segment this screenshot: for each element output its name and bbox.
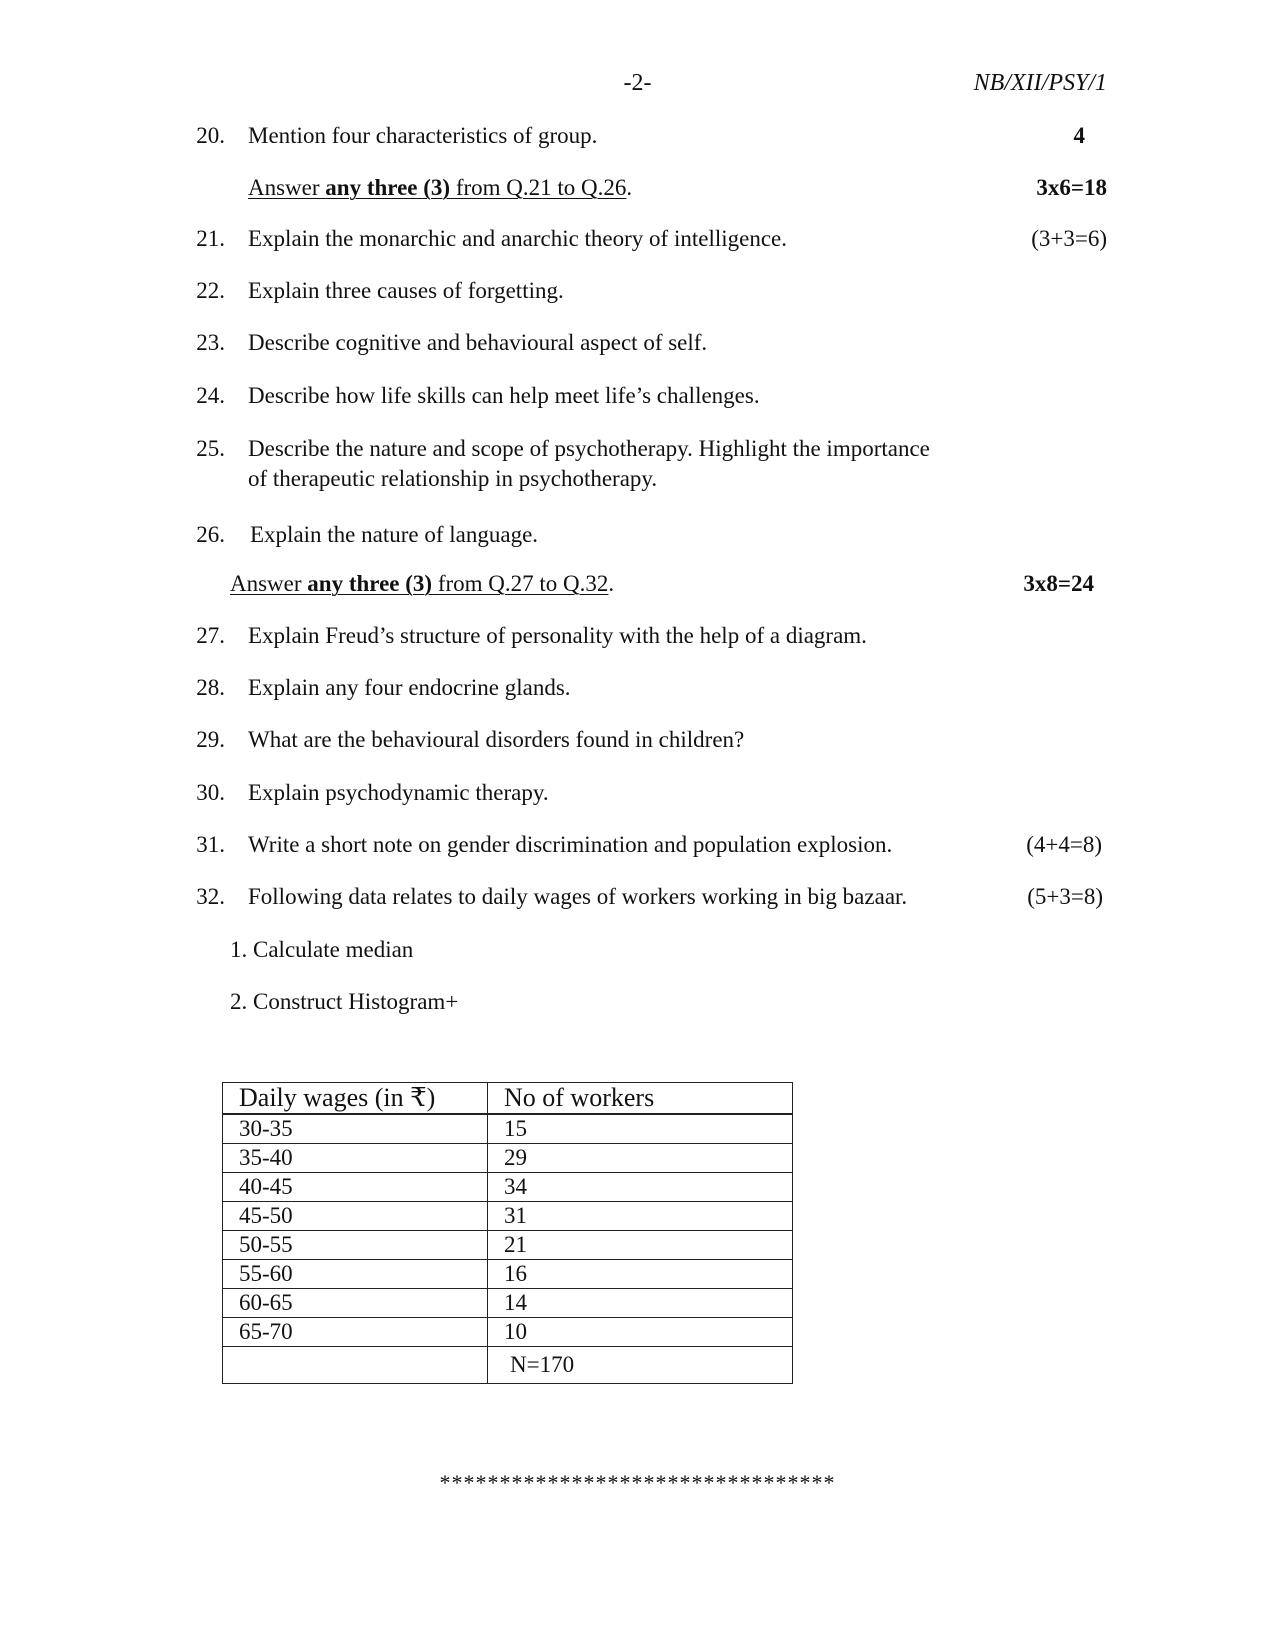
question-text: Explain any four endocrine glands. (248, 675, 571, 700)
question-number: 32. (196, 884, 225, 909)
question-marks: (4+4=8) (1026, 832, 1102, 857)
worker-count-cell: 15 (488, 1114, 793, 1144)
wage-range-cell: 30-35 (223, 1114, 488, 1144)
question-number: 25. (196, 436, 225, 461)
question-number: 23. (196, 330, 225, 355)
question-number: 31. (196, 832, 225, 857)
table-row (223, 1231, 793, 1260)
question-text-line-2: of therapeutic relationship in psychotherapy. (248, 466, 658, 491)
table-row (223, 1114, 793, 1144)
wage-range-cell: 60-65 (223, 1289, 488, 1318)
question-number: 22. (196, 278, 225, 303)
wage-range-cell: 45-50 (223, 1202, 488, 1231)
question-text: Write a short note on gender discrimination and population explosion. (248, 832, 893, 857)
question-number: 20. (196, 123, 225, 148)
table-row (223, 1144, 793, 1173)
total-count-cell: N=170 (488, 1347, 793, 1384)
instruction-text: Answer any three (3) from Q.21 to Q.26. (248, 175, 633, 200)
instruction-text: Answer any three (3) from Q.27 to Q.32. (230, 571, 615, 596)
end-of-paper-stars: ********************************* (439, 1470, 836, 1495)
question-number: 27. (196, 623, 225, 648)
table-total-row (223, 1347, 793, 1384)
table-row (223, 1260, 793, 1289)
question-number: 30. (196, 780, 225, 805)
question-text: Explain three causes of forgetting. (248, 278, 564, 303)
wage-range-cell: 55-60 (223, 1260, 488, 1289)
wage-range-cell: 35-40 (223, 1144, 488, 1173)
wage-range-cell: 65-70 (223, 1318, 488, 1347)
table-row (223, 1173, 793, 1202)
question-text-line-1: Describe the nature and scope of psychotherapy. Highlight the importance (248, 436, 930, 461)
paper-code: NB/XII/PSY/1 (973, 70, 1107, 96)
sub-question-2: 2. Construct Histogram+ (230, 989, 459, 1014)
worker-count-cell: 16 (488, 1260, 793, 1289)
question-text: Mention four characteristics of group. (248, 123, 598, 148)
worker-count-cell: 34 (488, 1173, 793, 1202)
question-marks: 4 (1073, 123, 1085, 148)
wage-range-cell: 50-55 (223, 1231, 488, 1260)
worker-count-cell: 10 (488, 1318, 793, 1347)
question-number: 29. (196, 727, 225, 752)
page-number: -2- (623, 70, 652, 96)
question-number: 24. (196, 383, 225, 408)
column-header: Daily wages (in ₹) (223, 1083, 488, 1115)
worker-count-cell: 29 (488, 1144, 793, 1173)
question-text: Following data relates to daily wages of workers working in big bazaar. (248, 884, 908, 909)
question-text: What are the behavioural disorders found in children? (248, 727, 745, 752)
sub-question-1: 1. Calculate median (230, 937, 414, 962)
table-header-row (223, 1083, 793, 1115)
table-row (223, 1318, 793, 1347)
column-header: No of workers (488, 1083, 793, 1115)
question-text: Explain the monarchic and anarchic theory of intelligence. (248, 226, 787, 251)
question-text: Describe how life skills can help meet life’s challenges. (248, 383, 760, 408)
worker-count-cell: 21 (488, 1231, 793, 1260)
question-text: Explain psychodynamic therapy. (248, 780, 549, 805)
table-row (223, 1202, 793, 1231)
question-number: 26. (196, 522, 225, 547)
question-number: 28. (196, 675, 225, 700)
question-text: Describe cognitive and behavioural aspect of self. (248, 330, 708, 355)
question-text: Explain the nature of language. (250, 522, 539, 547)
worker-count-cell: 31 (488, 1202, 793, 1231)
question-number: 21. (196, 226, 225, 251)
table-row (223, 1289, 793, 1318)
question-text: Explain Freud’s structure of personality with the help of a diagram. (248, 623, 867, 648)
wages-table (222, 1082, 793, 1384)
wage-range-cell: 40-45 (223, 1173, 488, 1202)
section-marks: 3x8=24 (1023, 571, 1094, 596)
total-label-cell (223, 1347, 488, 1384)
worker-count-cell: 14 (488, 1289, 793, 1318)
section-marks: 3x6=18 (1036, 175, 1107, 200)
question-marks: (5+3=8) (1027, 884, 1103, 909)
question-marks: (3+3=6) (1031, 226, 1107, 251)
